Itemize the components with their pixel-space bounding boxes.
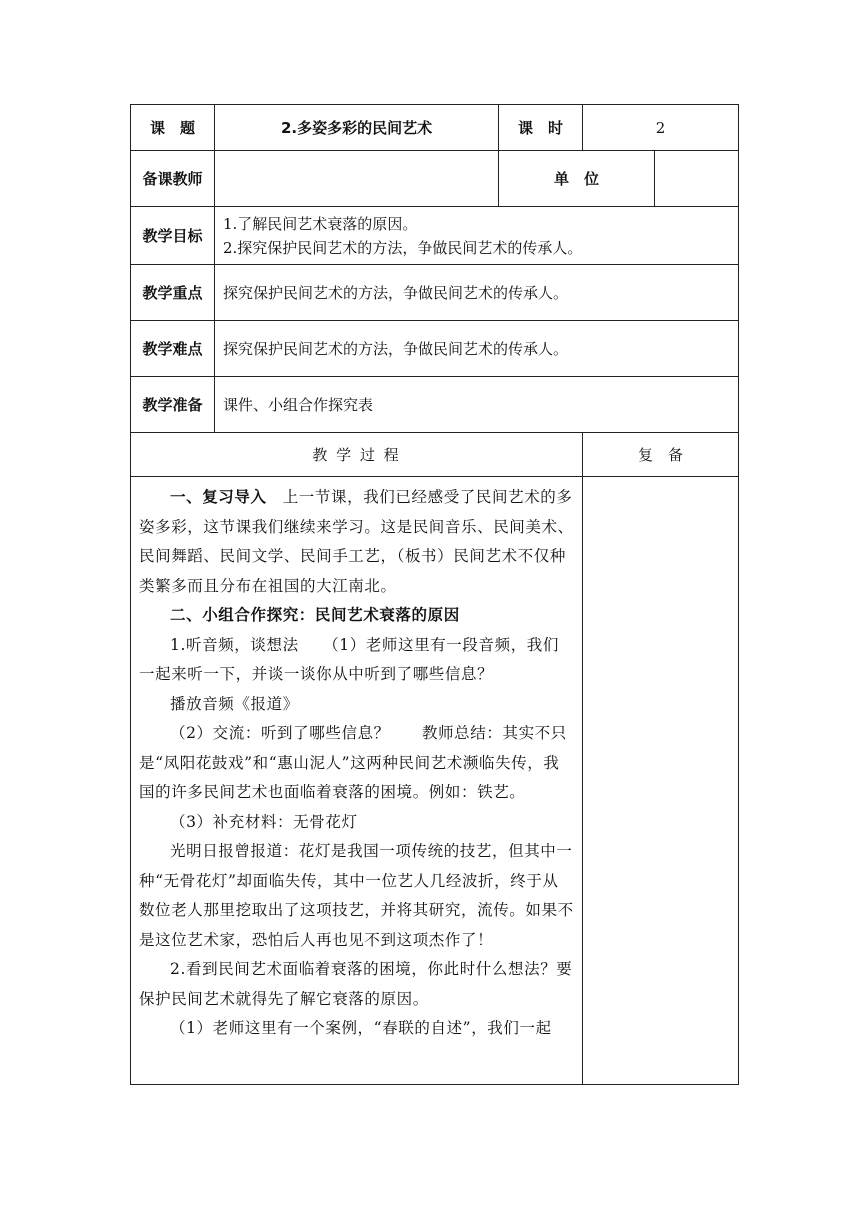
lesson-plan xyxy=(130,104,738,1085)
row-lesson xyxy=(131,105,739,151)
paragraph-text: 光明日报曾报道：花灯是我国一项传统的技艺，但其中一种“无骨花灯”却面临失传，其中一位艺人几经波折，终于从数位老人那里挖取出了这项技艺，并将其研究，流传。如果不是这位艺术家，恐怕后人再也见不到这项杰作了！ xyxy=(139,842,574,949)
process-paragraph xyxy=(139,955,574,1014)
difficulties-label: 教学难点 xyxy=(131,321,215,377)
row-key-points xyxy=(131,265,739,321)
paragraph-text: （3）补充材料：无骨花灯 xyxy=(170,812,358,831)
process-paragraph xyxy=(139,631,574,690)
teacher-value xyxy=(215,151,499,207)
objectives-content xyxy=(215,207,739,265)
preparation-label: 教学准备 xyxy=(131,377,215,433)
process-paragraph xyxy=(139,690,574,720)
unit-value xyxy=(655,151,739,207)
key-points-content: 探究保护民间艺术的方法，争做民间艺术的传承人。 xyxy=(215,265,739,321)
row-teacher xyxy=(131,151,739,207)
objectives-label: 教学目标 xyxy=(131,207,215,265)
row-process-header xyxy=(131,433,739,477)
lesson-title: 2.多姿多彩的民间艺术 xyxy=(215,105,499,151)
process-paragraph xyxy=(139,483,574,601)
lesson-plan-table xyxy=(130,104,739,1085)
difficulties-content: 探究保护民间艺术的方法，争做民间艺术的传承人。 xyxy=(215,321,739,377)
row-preparation xyxy=(131,377,739,433)
row-difficulties xyxy=(131,321,739,377)
objective-line: 2.探究保护民间艺术的方法，争做民间艺术的传承人。 xyxy=(223,238,583,257)
process-paragraph xyxy=(139,837,574,955)
teacher-label: 备课教师 xyxy=(131,151,215,207)
process-paragraph xyxy=(139,601,574,631)
section-heading: 二、小组合作探究：民间艺术衰落的原因 xyxy=(170,606,460,624)
paragraph-text: （2）交流：听到了哪些信息？ 教师总结：其实不只是“凤阳花鼓戏”和“惠山泥人”这两种民间艺术濒临失传，我国的许多民间艺术也面临着衰落的困境。例如：铁艺。 xyxy=(139,724,567,801)
period-label: 课 时 xyxy=(499,105,583,151)
row-process-body xyxy=(131,477,739,1085)
paragraph-text: 播放音频《报道》 xyxy=(170,694,299,713)
unit-label: 单 位 xyxy=(499,151,655,207)
paragraph-text: 2.看到民间艺术面临着衰落的困境，你此时什么想法？要保护民间艺术就得先了解它衰落的原因。 xyxy=(139,960,573,1008)
process-paragraph xyxy=(139,808,574,838)
preparation-content: 课件、小组合作探究表 xyxy=(215,377,739,433)
lesson-label: 课 题 xyxy=(131,105,215,151)
objective-line: 1.了解民间艺术衰落的原因。 xyxy=(223,214,418,233)
period-value: 2 xyxy=(583,105,739,151)
process-paragraph xyxy=(139,719,574,808)
paragraph-text: 上一节课，我们已经感受了民间艺术的多姿多彩，这节课我们继续来学习。这是民间音乐、民间美术、民间舞蹈、民间文学、民间手工艺，（板书）民间艺术不仅种类繁多而且分布在祖国的大江南北。 xyxy=(139,488,574,595)
paragraph-text: （1）老师这里有一个案例，“春联的自述”，我们一起 xyxy=(170,1019,552,1037)
notes-title: 复 备 xyxy=(583,433,739,477)
paragraph-text: 1.听音频，谈想法 （1）老师这里有一段音频，我们一起来听一下，并谈一谈你从中听到了哪些信息？ xyxy=(139,635,560,683)
process-content xyxy=(131,477,583,1085)
process-title: 教 学 过 程 xyxy=(131,433,583,477)
notes-content xyxy=(583,477,739,1085)
section-heading: 一、复习导入 xyxy=(170,488,267,506)
process-paragraph xyxy=(139,1014,574,1044)
row-objectives xyxy=(131,207,739,265)
key-points-label: 教学重点 xyxy=(131,265,215,321)
